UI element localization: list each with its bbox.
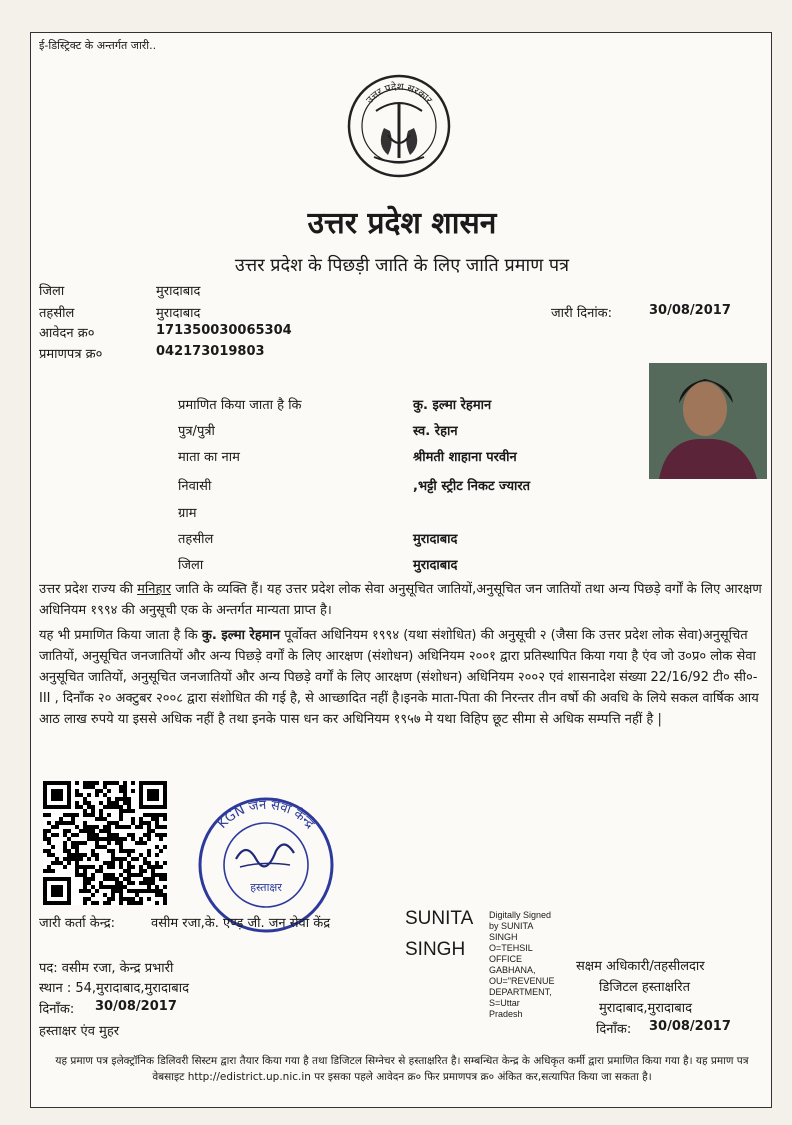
officer-date-label: दिनाँक: [596, 1022, 632, 1037]
signer-name-line2: SINGH [405, 939, 466, 960]
sign-and-seal-label: हस्ताक्षर एंव मुहर [39, 1024, 120, 1039]
detail-district-label: जिला [178, 558, 204, 573]
resident-value: ,भट्टी स्ट्रीट निकट ज्यारत [413, 479, 531, 494]
applicant-photo [649, 363, 767, 479]
issue-date-label: जारी दिनांक: [551, 306, 613, 321]
certificate-number: 042173019803 [156, 344, 265, 359]
applicant-photo-image [649, 363, 767, 479]
resident-label: निवासी [178, 479, 212, 494]
digital-signature-line: O=TEHSIL [489, 943, 533, 953]
issuing-center-value: वसीम रजा,के. एण्ड़ जी. जन सेवा केंद्र [151, 916, 331, 931]
document-title: उत्तर प्रदेश शासन [307, 206, 497, 241]
emblem-arc-text: उत्तर प्रदेश सरकार [364, 81, 434, 107]
competent-officer: सक्षम अधिकारी/तहसीलदार [576, 959, 705, 974]
detail-district-value: मुरादाबाद [413, 558, 458, 573]
digital-signature-line: OU="REVENUE [489, 976, 555, 986]
digital-signature-details [489, 910, 554, 1020]
certificate-label: प्रमाणपत्र क्र० [39, 347, 103, 362]
village-label: ग्राम [178, 506, 197, 521]
signer-name-line1: SUNITA [405, 908, 474, 929]
svg-text:KGN जन सेवा केन्द्र [215, 797, 318, 832]
center-date-value: 30/08/2017 [95, 999, 177, 1014]
district-value: मुरादाबाद [156, 284, 201, 299]
issuing-center-label: जारी कर्ता केन्द्र: [39, 916, 116, 931]
certificate-page [30, 32, 772, 1108]
center-place: स्थान : 54,मुरादाबाद,मुरादाबाद [39, 981, 189, 996]
mother-label: माता का नाम [178, 450, 240, 465]
applicant-name: कु. इल्मा रेहमान [413, 398, 492, 413]
digital-signature-line: by SUNITA [489, 921, 534, 931]
detail-tehsil-label: तहसील [178, 532, 214, 547]
digitally-signed-label: डिजिटल हस्ताक्षरित [599, 980, 690, 995]
digital-signature-line: S=Uttar [489, 998, 520, 1008]
mother-name: श्रीमती शाहाना परवीन [413, 450, 517, 465]
document-subtitle: उत्तर प्रदेश के पिछड़ी जाति के लिए जाति प्रमाण पत्र [234, 255, 570, 276]
caste-paragraph: उत्तर प्रदेश राज्य की मनिहार जाति के व्यक्ति हैं। यह उत्तर प्रदेश लोक सेवा अनुसूचित जातियों,अनुसूचित जन जातियों तथा अन्य पिछड़े वर्गों के लिए आरक्षण अधिनियम १९९४ की अनुसूची एक के अन्तर्गत मान्यता प्राप्त है। [39, 582, 762, 618]
paragraph-applicant-name: कु. इल्मा रेहमान [201, 628, 281, 643]
top-note: ई-डिस्ट्रिक्ट के अन्तर्गत जारी.. [39, 39, 157, 52]
center-post: पद: वसीम रजा, केन्द्र प्रभारी [39, 961, 174, 976]
digital-signature-line: Digitally Signed [489, 910, 552, 920]
digital-signature-line: GABHANA, [489, 965, 536, 975]
application-label: आवेदन क्र० [39, 326, 95, 341]
stamp-arc-text: KGN जन सेवा केन्द्र [214, 797, 318, 832]
digital-signature-line: SINGH [489, 932, 518, 942]
caste-name: मनिहार [137, 582, 172, 597]
child-of-label: पुत्र/पुत्री [178, 424, 215, 439]
tehsil-value: मुरादाबाद [156, 306, 201, 321]
tehsil-label: तहसील [39, 306, 75, 321]
detail-tehsil-value: मुरादाबाद [413, 532, 458, 547]
verification-footer: यह प्रमाण पत्र इलेक्ट्रॉनिक डिलिवरी सिस्टम द्वारा तैयार किया गया है तथा डिजिटल सिग्नेचर से हस्ताक्षरित है। सम्बन्धित केन्द्र के अधिकृत कर्मी द्वारा प्रमाणित किया गया है। यह प्रमाण पत्र वेबसाइट http://edistrict.up.nic.in पर इसका पहले आवेदन क्र० फिर प्रमाणपत्र क्र० अंकित कर,सत्यापित किया जा सकता है। [55, 1055, 749, 1083]
qr-code [43, 781, 167, 905]
digital-signature-line: DEPARTMENT, [489, 987, 552, 997]
certification-paragraph: यह भी प्रमाणित किया जाता है कि कु. इल्मा रेहमान पूर्वोक्त अधिनियम १९९४ (यथा संशोधित) की अनुसूची २ (जैसा कि उत्तर प्रदेश लोक सेवा)अनुसूचित जातियों, अनुसूचित जनजातियों और अन्य पिछड़े वर्गों के लिए आरक्षण (संशोधन) अधिनियम २००१ द्वारा प्रतिस्थापित किया गया है एंव जो उ०प्र० लोक सेवा अनुसूचित जातियों, अनुसूचित जनजातियों और अन्य पिछड़े वर्गों के लिए आरक्षण (संशोधन) अधिनियम २००२ एवं शासनादेश संख्या 22/16/92 टी० सी०-III , दिनाँक २० अक्टुबर २००८ द्वारा संशोधित की गई है, से आच्छादित नहीं है।इनके माता-पिता की निरन्तर तीन वर्षो की अवधि के लिये सकल वार्षिक आय आठ लाख रुपये या इससे अधिक नहीं है तथा इनके पास धन कर अधिनियम १९५७ मे यथा विहिप छूट सीमा से अधिक सम्पत्ति नहीं है | [39, 628, 759, 727]
up-govt-emblem [346, 73, 452, 179]
center-date-label: दिनाँक: [39, 1002, 75, 1017]
officer-date-value: 30/08/2017 [649, 1019, 731, 1034]
certified-label: प्रमाणित किया जाता है कि [178, 398, 302, 413]
district-label: जिला [39, 284, 65, 299]
issue-date-value: 30/08/2017 [649, 303, 731, 318]
stamp-inner-text: हस्ताक्षर [250, 881, 282, 894]
father-name: स्व. रेहान [413, 424, 458, 439]
digital-signature-line: OFFICE [489, 954, 522, 964]
digital-signature-line: Pradesh [489, 1009, 523, 1019]
officer-place: मुरादाबाद,मुरादाबाद [599, 1001, 692, 1016]
application-number: 171350030065304 [156, 323, 292, 338]
